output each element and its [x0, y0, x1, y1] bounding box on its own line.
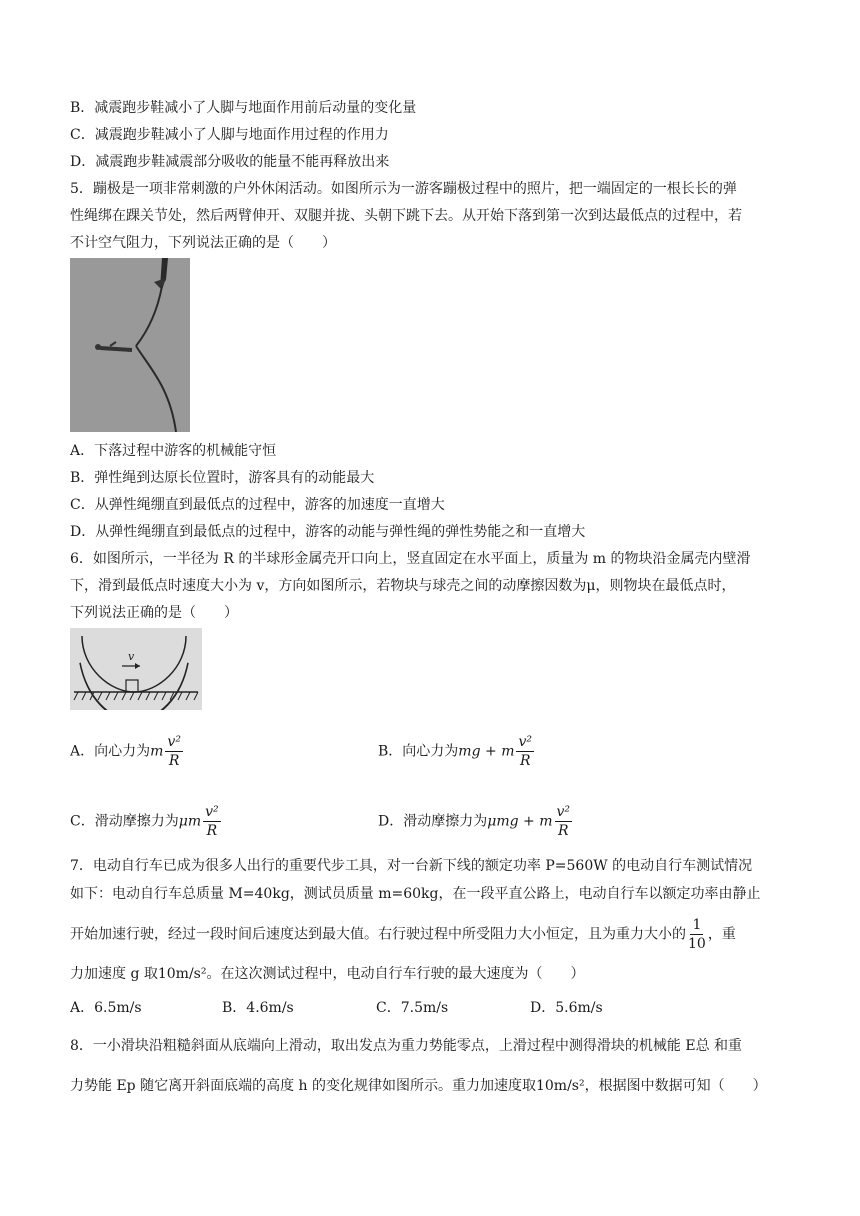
q4-option-d: D．减震跑步鞋减震部分吸收的能量不能再释放出来 — [70, 154, 390, 170]
q7-stem-line2: 如下：电动自行车总质量 M=40kg，测试员质量 m=60kg，在一段平直公路上，电动自行车以额定功率由静止 — [70, 886, 761, 902]
q5-option-a: A．下落过程中游客的机械能守恒 — [70, 443, 277, 459]
q6-c-frac-num: v² — [205, 804, 219, 820]
q7-option-d: D．5.6m/s — [530, 1000, 603, 1016]
q7-frac-den: 10 — [688, 936, 706, 952]
q6-option-a-label: A．向心力为 — [70, 743, 151, 760]
q6-d-frac-den: R — [557, 823, 569, 839]
q6-stem-line3: 下列说法正确的是（ ） — [70, 605, 238, 621]
q7-stem-line3-end: ，重 — [707, 926, 736, 943]
q5-option-c: C．从弹性绳绷直到最低点的过程中，游客的加速度一直增大 — [70, 497, 445, 513]
q6-c-frac-den: R — [206, 823, 218, 839]
q6-option-d: D．滑动摩擦力为μmg + m $\frac{\text{v²}}{R}$ — [378, 804, 571, 839]
q6-option-b-label: B．向心力为 — [378, 743, 459, 760]
q5-stem-line2: 性绳绑在踝关节处，然后两臂伸开、双腿并拢、头朝下跳下去。从开始下落到第一次到达最低点的过程中，若 — [70, 208, 742, 224]
q7-stem-line3-wrap — [70, 916, 736, 953]
q6-b-frac-num: v² — [518, 734, 532, 750]
q6-option-a: A．向心力为m $\frac{\text{v²}}{R}$ — [70, 734, 181, 769]
q6-option-d-label: D．滑动摩擦力为 — [378, 813, 488, 830]
q4-option-c: C．减震跑步鞋减小了人脚与地面作用过程的作用力 — [70, 127, 389, 143]
q6-option-b: B．向心力为mg + m $\frac{\text{v²}}{R}$ — [378, 734, 532, 769]
q7-stem-line1: 7．电动自行车已成为很多人出行的重要代步工具，对一台新下线的额定功率 P=560W 的电动自行车测试情况 — [70, 858, 753, 874]
q5-stem-line1: 5．蹦极是一项非常刺激的户外休闲活动。如图所示为一游客蹦极过程中的照片，把一端固定的一根长长的弹 — [70, 181, 737, 197]
q8-stem-line1: 8．一小滑块沿粗糙斜面从底端向上滑动，取出发点为重力势能零点，上滑过程中测得滑块的机械能 E总 和重 — [70, 1038, 743, 1054]
q5-stem-line3: 不计空气阻力，下列说法正确的是（ ） — [70, 235, 336, 251]
q7-stem-line4: 力加速度 g 取10m/s²。在这次测试过程中，电动自行车行驶的最大速度为（ ） — [70, 966, 585, 982]
q6-option-c-label: C．滑动摩擦力为 — [70, 813, 179, 830]
q4-option-b: B．减震跑步鞋减小了人脚与地面作用前后动量的变化量 — [70, 100, 417, 116]
velocity-label: v — [128, 650, 135, 663]
q6-d-frac-num: v² — [556, 804, 571, 820]
q8-stem-line2: 力势能 Ep 随它离开斜面底端的高度 h 的变化规律如图所示。重力加速度取10m/s²，根据图中数据可知（ ） — [70, 1078, 767, 1094]
q7-option-b: B．4.6m/s — [222, 1000, 294, 1016]
q6-stem-line1: 6．如图所示，一半径为 R 的半球形金属壳开口向上，竖直固定在水平面上，质量为 m 的物块沿金属壳内壁滑 — [70, 551, 751, 567]
q6-option-c: C．滑动摩擦力为μm $\frac{\text{v²}}{R}$ — [70, 804, 219, 839]
q6-stem-line2: 下，滑到最低点时速度大小为 v，方向如图所示，若物块与球壳之间的动摩擦因数为μ，则物块在最低点时， — [70, 578, 736, 594]
q7-stem-line3: 开始加速行驶，经过一段时间后速度达到最大值。右行驶过程中所受阻力大小恒定，且为重力大小的 — [70, 926, 686, 943]
q6-a-frac-num: v² — [167, 734, 181, 750]
q7-option-c: C．7.5m/s — [376, 1000, 449, 1016]
bungee-photo — [70, 258, 190, 432]
q5-option-b: B．弹性绳到达原长位置时，游客具有的动能最大 — [70, 470, 375, 486]
q6-a-frac-den: R — [168, 753, 180, 769]
q5-option-d: D．从弹性绳绷直到最低点的过程中，游客的动能与弹性绳的弹性势能之和一直增大 — [70, 524, 586, 540]
q7-frac-num: 1 — [692, 917, 702, 933]
hemisphere-diagram — [70, 628, 202, 710]
q7-option-a: A．6.5m/s — [70, 1000, 142, 1016]
q6-b-frac-den: R — [519, 753, 531, 769]
